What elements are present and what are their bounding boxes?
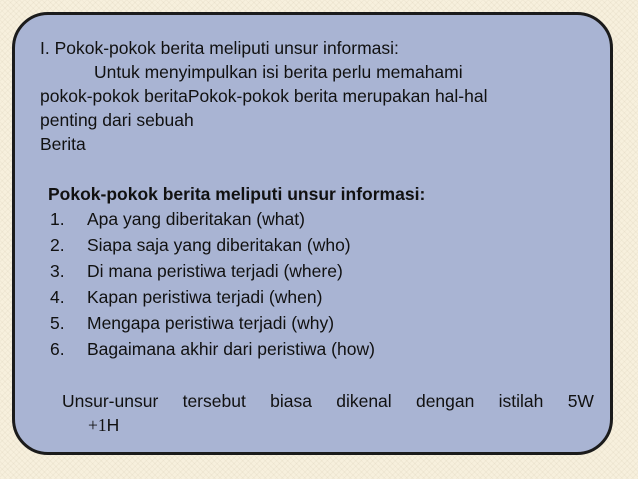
- list-item-number: 2.: [50, 235, 65, 255]
- intro-line-5: Berita: [40, 134, 86, 154]
- closing-word: dikenal: [336, 391, 392, 411]
- list-item-text: Di mana peristiwa terjadi (where): [87, 261, 343, 281]
- list-item-number: 1.: [50, 209, 65, 229]
- closing-word: 5W: [567, 391, 594, 411]
- closing-word: istilah: [498, 391, 544, 411]
- list-item-number: 3.: [50, 261, 65, 281]
- list-item-text: Bagaimana akhir dari peristiwa (how): [87, 339, 375, 359]
- list-item-number: 4.: [50, 287, 65, 307]
- intro-line-1: I. Pokok-pokok berita meliputi unsur informasi:: [40, 38, 399, 58]
- closing-line-2: [88, 417, 119, 435]
- closing-word: tersebut: [182, 391, 246, 411]
- closing-h: H: [106, 415, 120, 435]
- intro-line-4: penting dari sebuah: [40, 110, 194, 130]
- list-heading: Pokok-pokok berita meliputi unsur informasi:: [48, 184, 426, 204]
- list-item-text: Kapan peristiwa terjadi (when): [87, 287, 323, 307]
- list-item-text: Apa yang diberitakan (what): [87, 209, 305, 229]
- closing-line-1: [62, 393, 594, 411]
- closing-word: dengan: [415, 391, 475, 411]
- closing-plus-one: +1: [88, 415, 107, 435]
- list-item-text: Mengapa peristiwa terjadi (why): [87, 313, 335, 333]
- closing-word: Unsur-unsur: [62, 391, 159, 411]
- list-item-number: 5.: [50, 313, 65, 333]
- intro-line-3: pokok-pokok beritaPokok-pokok berita merupakan hal-hal: [40, 86, 488, 106]
- list-item-text: Siapa saja yang diberitakan (who): [87, 235, 351, 255]
- closing-word: biasa: [270, 391, 312, 411]
- intro-line-2: Untuk menyimpulkan isi berita perlu memahami: [94, 62, 463, 82]
- list-item-number: 6.: [50, 339, 65, 359]
